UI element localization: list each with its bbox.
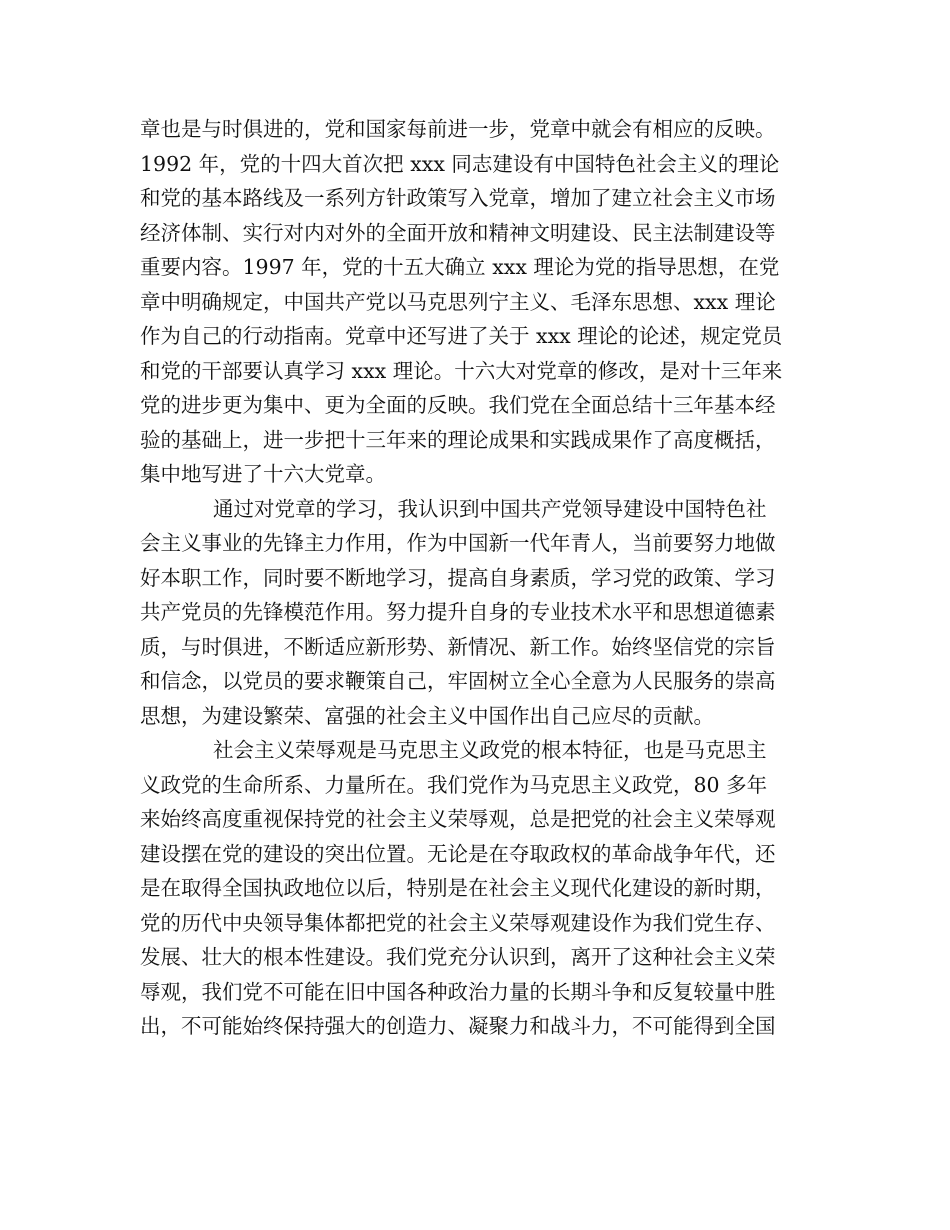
text-line: 共产党员的先锋模范作用。努力提升自身的专业技术水平和思想道德素 [140,600,776,624]
paragraph-1 [140,112,820,492]
text-line: 党的进步更为集中、更为全面的反映。我们党在全面总结十三年基本经 [140,393,776,417]
text-line: 1992 年，党的十四大首次把 xxx 同志建设有中国特色社会主义的理论 [140,151,780,176]
text-line: 作为自己的行动指南。党章中还写进了关于 xxx 理论的论述，规定党员 [140,324,783,348]
text-line: 发展、壮大的根本性建设。我们党充分认识到，离开了这种社会主义荣 [140,945,776,969]
text-line: 会主义事业的先锋主力作用，作为中国新一代年青人，当前要努力地做 [140,531,776,555]
text-line: 质，与时俱进，不断适应新形势、新情况、新工作。始终坚信党的宗旨 [140,634,776,659]
text-line: 章也是与时俱进的，党和国家每前进一步，党章中就会有相应的反映。 [140,117,776,141]
text-line: 来始终高度重视保持党的社会主义荣辱观，总是把党的社会主义荣辱观 [140,807,776,831]
text-line-indented: 社会主义荣辱观是马克思主义政党的根本特征，也是马克思主 [213,738,767,762]
text-line: 集中地写进了十六大党章。 [140,462,386,486]
text-line-indented: 通过对党章的学习，我认识到中国共产党领导建设中国特色社 [213,496,767,521]
text-line: 建设摆在党的建设的突出位置。无论是在夺取政权的革命战争年代，还 [140,841,776,866]
text-line: 和信念，以党员的要求鞭策自己，牢固树立全心全意为人民服务的崇高 [140,669,776,693]
text-line: 辱观，我们党不可能在旧中国各种政治力量的长期斗争和反复较量中胜 [140,979,776,1004]
text-line: 章中明确规定，中国共产党以马克思列宁主义、毛泽东思想、xxx 理论 [140,289,776,314]
text-line: 好本职工作，同时要不断地学习，提高自身素质，学习党的政策、学习 [140,565,776,590]
document-body [140,112,820,1044]
text-line: 经济体制、实行对内对外的全面开放和精神文明建设、民主法制建设等 [140,220,776,245]
text-line: 和党的基本路线及一系列方针政策写入党章，增加了建立社会主义市场 [140,186,776,210]
text-line: 思想，为建设繁荣、富强的社会主义中国作出自己应尽的贡献。 [140,703,714,728]
text-line: 和党的干部要认真学习 xxx 理论。十六大对党章的修改，是对十三年来 [140,358,783,383]
text-line: 出，不可能始终保持强大的创造力、凝聚力和战斗力，不可能得到全国 [140,1014,776,1038]
paragraph-3 [140,733,820,1044]
text-line: 是在取得全国执政地位以后，特别是在社会主义现代化建设的新时期， [140,876,776,900]
text-line: 重要内容。1997 年，党的十五大确立 xxx 理论为党的指导思想，在党 [140,255,780,279]
text-line: 验的基础上，进一步把十三年来的理论成果和实践成果作了高度概括， [140,427,776,452]
paragraph-2 [140,492,820,734]
text-line: 义政党的生命所系、力量所在。我们党作为马克思主义政党，80 多年 [140,772,768,797]
text-line: 党的历代中央领导集体都把党的社会主义荣辱观建设作为我们党生存、 [140,910,776,935]
